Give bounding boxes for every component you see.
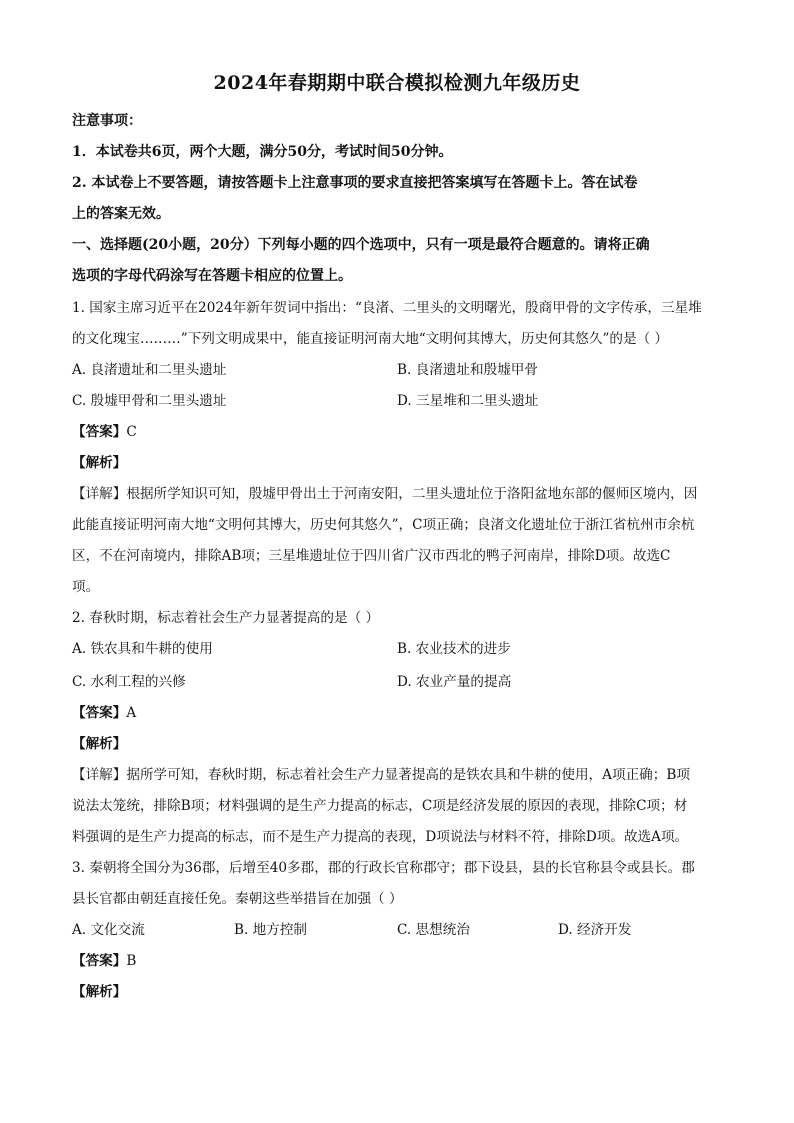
- q2-answer-value: A: [126, 705, 137, 721]
- section-1-intro-line-2: 选项的字母代码涂写在答题卡相应的位置上。: [72, 268, 352, 284]
- q2-analysis-tag: 【解析】: [72, 736, 127, 752]
- q3-answer: [72, 949, 136, 969]
- q2-detail-line-1: 【详解】据所学可知，春秋时期，标志着社会生产力显著提高的是铁农具和牛耕的使用，A项正确；B项: [72, 767, 690, 783]
- q1-answer: [72, 420, 137, 440]
- section-1-intro-line-1: 一、选择题(20小题，20分）下列每小题的四个选项中，只有一项是最符合题意的。请将正确: [72, 237, 650, 253]
- q1-stem-line-2: 的文化瑰宝………”下列文明成果中，能直接证明河南大地“文明何其博大，历史何其悠久”的是（ ）: [72, 331, 669, 347]
- q1-option-c: C. 殷墟甲骨和二里头遗址: [72, 393, 227, 409]
- q1-detail-line-1: 【详解】根据所学知识可知，殷墟甲骨出土于河南安阳，二里头遗址位于洛阳盆地东部的偃师区境内，因: [72, 486, 698, 502]
- q3-option-c: C. 思想统治: [397, 922, 470, 938]
- q3-option-a: A. 文化交流: [72, 922, 145, 938]
- q1-analysis-tag: 【解析】: [72, 455, 127, 471]
- q3-stem-line-1: 3. 秦朝将全国分为36郡，后增至40多郡，郡的行政长官称郡守；郡下设县，县的长官称县令或县长。郡: [72, 860, 695, 876]
- q1-detail-line-2: 此能直接证明河南大地“文明何其博大，历史何其悠久”，C项正确；良渚文化遗址位于浙江省杭州市余杭: [72, 517, 695, 533]
- q2-option-b: B. 农业技术的进步: [397, 641, 511, 657]
- q3-option-d: D. 经济开发: [558, 922, 632, 938]
- q3-analysis-tag: 【解析】: [72, 984, 127, 1000]
- notice-heading: 注意事项：: [72, 113, 142, 129]
- q1-detail-line-4: 项。: [72, 579, 100, 595]
- q1-stem-line-1: 1. 国家主席习近平在2024年新年贺词中指出：“良渚、二里头的文明曙光，殷商甲骨的文字传承，三星堆: [72, 300, 702, 316]
- q1-answer-tag: 【答案】: [72, 424, 127, 440]
- notice-item-2-line-2: 上的答案无效。: [72, 206, 170, 222]
- notice-item-1: 1．本试卷共6页，两个大题，满分50分，考试时间50分钟。: [72, 144, 453, 160]
- q3-option-b: B. 地方控制: [234, 922, 308, 938]
- notice-item-2-line-1: 2. 本试卷上不要答题，请按答题卡上注意事项的要求直接把答案填写在答题卡上。答在试卷: [72, 175, 638, 191]
- q1-detail-line-3: 区，不在河南境内，排除AB项；三星堆遗址位于四川省广汉市西北的鸭子河南岸，排除D项。故选C: [72, 548, 671, 564]
- q2-answer-tag: 【答案】: [72, 705, 127, 721]
- q2-option-a: A. 铁农具和牛耕的使用: [72, 641, 213, 657]
- q2-option-c: C. 水利工程的兴修: [72, 674, 186, 690]
- q1-answer-value: C: [126, 424, 137, 440]
- q2-detail-line-2: 说法太笼统，排除B项；材料强调的是生产力提高的标志，C项是经济发展的原因的表现，排除C项；材: [72, 798, 688, 814]
- q2-answer: [72, 701, 136, 721]
- q2-detail-line-3: 料强调的是生产力提高的标志，而不是生产力提高的表现，D项说法与材料不符，排除D项。故选A项。: [72, 829, 689, 845]
- q3-answer-value: B: [126, 953, 137, 969]
- q1-option-d: D. 三星堆和二里头遗址: [397, 393, 539, 409]
- q2-stem: 2. 春秋时期，标志着社会生产力显著提高的是（ ）: [72, 610, 380, 626]
- q1-option-a: A. 良渚遗址和二里头遗址: [72, 362, 227, 378]
- q2-option-d: D. 农业产量的提高: [397, 674, 512, 690]
- q3-stem-line-2: 县长官都由朝廷直接任免。秦朝这些举措旨在加强（ ）: [72, 891, 403, 907]
- q3-answer-tag: 【答案】: [72, 953, 127, 969]
- exam-title: 2024年春期期中联合模拟检测九年级历史: [213, 72, 581, 94]
- q1-option-b: B. 良渚遗址和殷墟甲骨: [397, 362, 538, 378]
